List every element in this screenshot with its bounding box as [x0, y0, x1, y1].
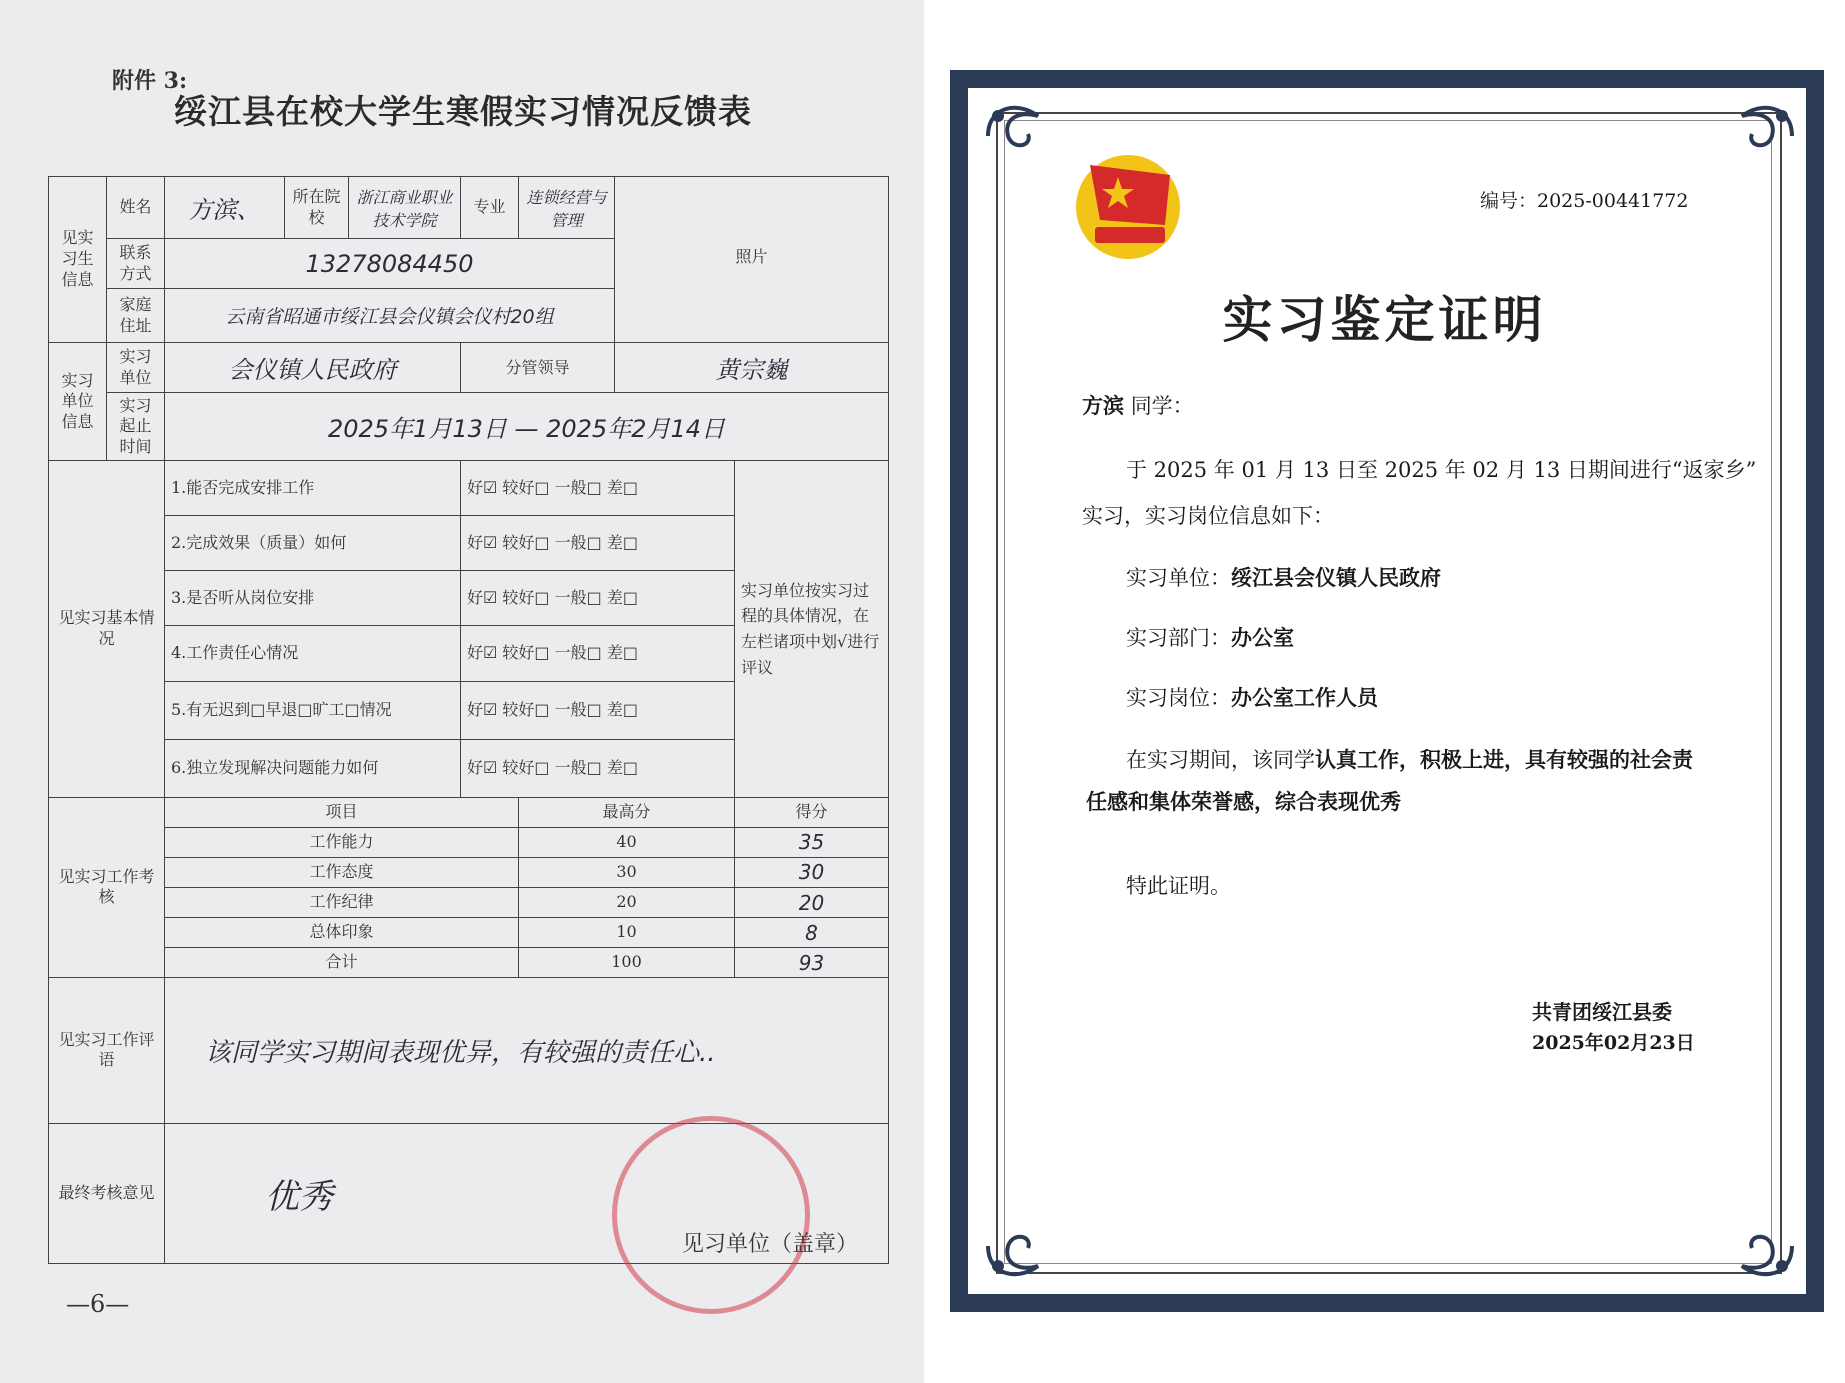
issuer: 共青团绥江县委 [1532, 1000, 1672, 1024]
basic-a2: 好☑ 较好□ 一般□ 差□ [461, 516, 735, 571]
basic-q3: 3.是否听从岗位安排 [165, 571, 461, 626]
attachment-label: 附件 3: [112, 68, 188, 94]
basic-q2: 2.完成效果（质量）如何 [165, 516, 461, 571]
para1-line2: 实习，实习岗位信息如下： [1082, 504, 1334, 528]
assess-score: 20 [735, 887, 889, 917]
post-value: 办公室工作人员 [1231, 685, 1378, 710]
basic-a3: 好☑ 较好□ 一般□ 差□ [461, 571, 735, 626]
youth-league-emblem-icon [1070, 145, 1190, 265]
photo-box: 照片 [615, 177, 889, 343]
assess-header-max: 最高分 [519, 797, 735, 827]
assess-max: 30 [519, 857, 735, 887]
assess-header-item: 项目 [165, 797, 519, 827]
greeting: 同学： [1130, 394, 1194, 418]
corner-ornament-icon [1712, 96, 1802, 176]
assess-item: 合计 [165, 948, 519, 978]
section-unit-info: 实习单位信息 [49, 343, 107, 461]
post-label: 实习岗位： [1126, 686, 1231, 710]
certificate-title: 实习鉴定证明 [1222, 290, 1547, 349]
section-basic: 见实习基本情况 [49, 461, 165, 798]
assess-max: 40 [519, 827, 735, 857]
feedback-table [48, 176, 889, 1264]
assess-item: 工作态度 [165, 857, 519, 887]
assess-max: 10 [519, 918, 735, 948]
basic-q6: 6.独立发现解决问题能力如何 [165, 739, 461, 797]
label-contact: 联系方式 [107, 239, 165, 289]
para2-line2: 任感和集体荣誉感，综合表现优秀 [1086, 789, 1401, 814]
para1-line1: 于 2025 年 01 月 13 日至 2025 年 02 月 13 日期间进行“返家乡” [1126, 458, 1757, 482]
value-comment: 该同学实习期间表现优异，有较强的责任心.. [165, 978, 889, 1123]
unit-label: 实习单位： [1126, 566, 1231, 590]
label-major: 专业 [461, 177, 519, 239]
basic-a1: 好☑ 较好□ 一般□ 差□ [461, 461, 735, 516]
dept-label: 实习部门： [1126, 626, 1231, 650]
label-school: 所在院校 [285, 177, 349, 239]
basic-q1: 1.能否完成安排工作 [165, 461, 461, 516]
basic-a4: 好☑ 较好□ 一般□ 差□ [461, 626, 735, 681]
basic-note: 实习单位按实习过程的具体情况，在左栏诸项中划√进行评议 [735, 461, 889, 798]
student-name: 方滨 [1082, 393, 1124, 418]
label-leader: 分管领导 [461, 343, 615, 393]
value-name: 方滨、 [165, 177, 285, 239]
value-school: 浙江商业职业技术学院 [349, 177, 461, 239]
value-major: 连锁经营与管理 [519, 177, 615, 239]
assess-item: 工作能力 [165, 827, 519, 857]
value-leader: 黄宗巍 [615, 343, 889, 393]
label-name: 姓名 [107, 177, 165, 239]
assess-score: 35 [735, 827, 889, 857]
para2-start: 在实习期间，该同学 [1126, 748, 1315, 772]
value-final: 优秀 [165, 1123, 889, 1264]
unit-value: 绥江县会仪镇人民政府 [1231, 565, 1441, 590]
assess-item: 工作纪律 [165, 887, 519, 917]
basic-q5: 5.有无迟到□早退□旷工□情况 [165, 681, 461, 739]
corner-ornament-icon [1712, 1206, 1802, 1286]
assess-max: 20 [519, 887, 735, 917]
section-assess: 见实习工作考核 [49, 797, 165, 977]
red-seal [612, 1116, 810, 1314]
label-period: 实习起止时间 [107, 393, 165, 461]
stamp-label: 见习单位（盖章） [682, 1232, 859, 1257]
value-unit: 会仪镇人民政府 [165, 343, 461, 393]
basic-q4: 4.工作责任心情况 [165, 626, 461, 681]
assess-item: 总体印象 [165, 918, 519, 948]
para2-bold: 认真工作，积极上进，具有较强的社会责 [1315, 747, 1693, 772]
assess-header-score: 得分 [735, 797, 889, 827]
value-contact: 13278084450 [165, 239, 615, 289]
basic-a5: 好☑ 较好□ 一般□ 差□ [461, 681, 735, 739]
assess-score: 8 [735, 918, 889, 948]
corner-ornament-icon [978, 1206, 1068, 1286]
section-final: 最终考核意见 [49, 1123, 165, 1264]
page-number: —6— [66, 1290, 130, 1318]
form-title: 绥江县在校大学生寒假实习情况反馈表 [174, 92, 752, 131]
label-address: 家庭住址 [107, 289, 165, 343]
label-unit: 实习单位 [107, 343, 165, 393]
value-period: 2025年1月13日 — 2025年2月14日 [165, 393, 889, 461]
basic-a6: 好☑ 较好□ 一般□ 差□ [461, 739, 735, 797]
closing: 特此证明。 [1126, 874, 1231, 898]
assess-max: 100 [519, 948, 735, 978]
section-comment: 见实习工作评语 [49, 978, 165, 1123]
issue-date: 2025年02月23日 [1532, 1032, 1695, 1054]
value-address: 云南省昭通市绥江县会仪镇会仪村20组 [165, 289, 615, 343]
serial-number: 编号：2025-00441772 [1480, 190, 1689, 212]
dept-value: 办公室 [1231, 625, 1294, 650]
corner-ornament-icon [978, 96, 1068, 176]
assess-score: 30 [735, 857, 889, 887]
assess-score: 93 [735, 948, 889, 978]
section-student-info: 见实习生信息 [49, 177, 107, 343]
